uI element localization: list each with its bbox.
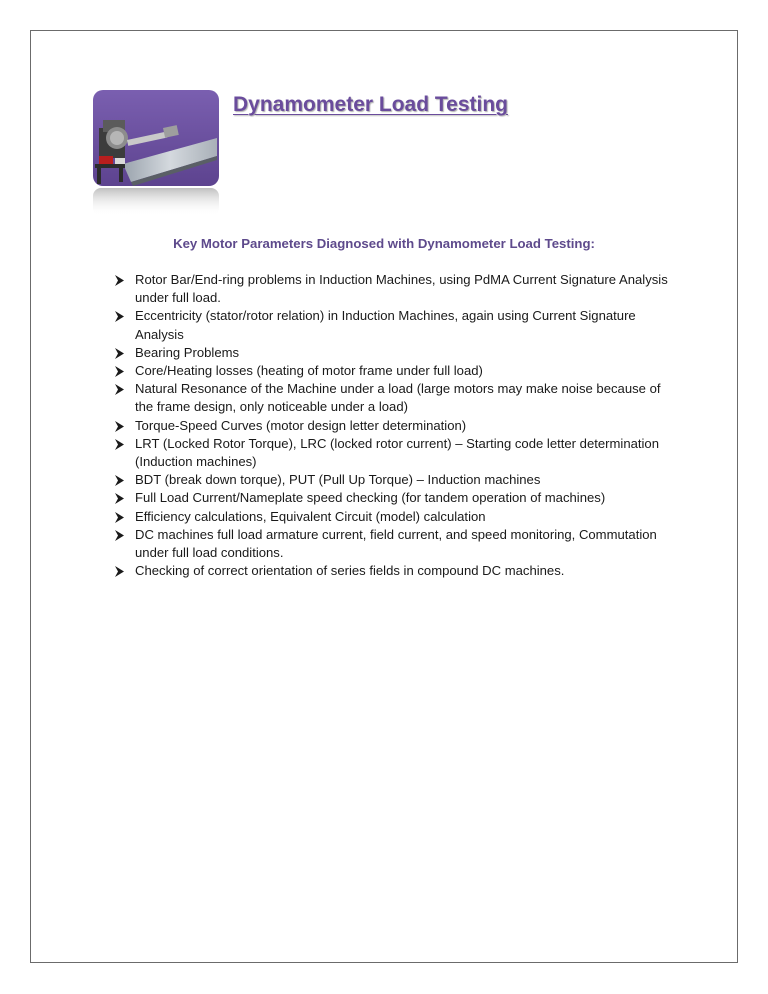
parameter-list [114, 271, 674, 580]
list-item-text: DC machines full load armature current, field current, and speed monitoring, Commutation under full load conditions. [135, 526, 657, 561]
list-item-text: Efficiency calculations, Equivalent Circuit (model) calculation [135, 508, 486, 524]
arrowhead-bullet-icon [114, 366, 125, 377]
list-item-text: Full Load Current/Nameplate speed checking (for tandem operation of machines) [135, 490, 606, 506]
list-item [114, 271, 674, 307]
arrowhead-bullet-icon [114, 566, 125, 577]
list-item [114, 417, 674, 435]
arrowhead-bullet-icon [114, 512, 125, 523]
list-item [114, 362, 674, 380]
list-item [114, 508, 674, 526]
dynamometer-photo [93, 90, 219, 216]
arrowhead-bullet-icon [114, 530, 125, 541]
section-heading: Key Motor Parameters Diagnosed with Dynamometer Load Testing: [173, 236, 595, 251]
list-item-text: Rotor Bar/End-ring problems in Induction Machines, using PdMA Current Signature Analysis under full load. [135, 272, 668, 306]
list-item-text: Core/Heating losses (heating of motor frame under full load) [135, 363, 483, 379]
list-item [114, 471, 674, 489]
arrowhead-bullet-icon [114, 439, 125, 450]
arrowhead-bullet-icon [114, 421, 125, 432]
list-item [114, 380, 674, 416]
arrowhead-bullet-icon [114, 384, 125, 395]
page-title: Dynamometer Load Testing [233, 93, 508, 116]
list-item-text: Eccentricity (stator/rotor relation) in Induction Machines, again using Current Signature Analysis [135, 308, 636, 342]
list-item-text: Torque-Speed Curves (motor design letter determination) [135, 417, 467, 433]
list-item [114, 526, 674, 562]
list-item [114, 344, 674, 362]
arrowhead-bullet-icon [114, 493, 125, 504]
list-item [114, 562, 674, 580]
arrowhead-bullet-icon [114, 311, 125, 322]
arrowhead-bullet-icon [114, 275, 125, 286]
list-item [114, 307, 674, 343]
arrowhead-bullet-icon [114, 475, 125, 486]
list-item-text: Checking of correct orientation of series fields in compound DC machines. [135, 563, 565, 579]
list-item [114, 435, 674, 471]
arrowhead-bullet-icon [114, 348, 125, 359]
list-item-text: Bearing Problems [135, 344, 240, 360]
list-item-text: BDT (break down torque), PUT (Pull Up Torque) – Induction machines [135, 472, 541, 488]
list-item-text: Natural Resonance of the Machine under a load (large motors may make noise because of the frame design, only noticeable under a load) [135, 381, 661, 415]
list-item [114, 489, 674, 507]
list-item-text: LRT (Locked Rotor Torque), LRC (locked rotor current) – Starting code letter determination (Induction machines) [135, 435, 659, 470]
